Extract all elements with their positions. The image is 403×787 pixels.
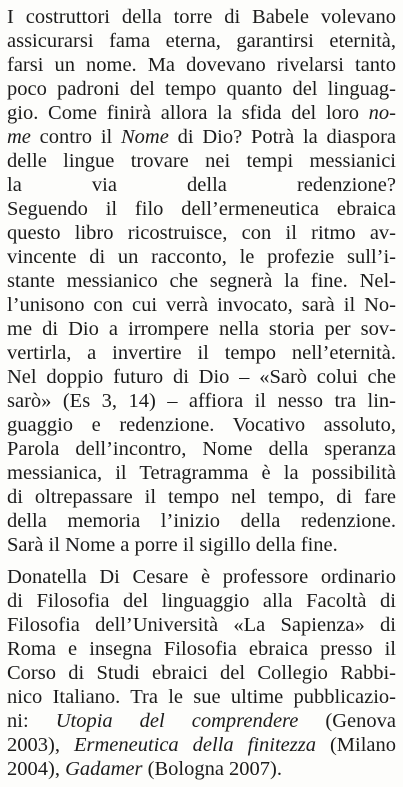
text-run: di oltrepassare il tempo nel tempo, di fare [7, 486, 396, 508]
text-run: delle lingue trovare nei tempi messianici [7, 150, 396, 172]
text-run: sarò» (Es 3, 14) – affiora il nesso tra lin- [7, 390, 396, 412]
text-line [7, 173, 396, 197]
text-run: questo libro ricostruisce, con il ritmo av- [7, 222, 396, 244]
text-line [7, 149, 396, 173]
text-run: stante messianico che segnerà la fine. Nel- [7, 270, 396, 292]
text-run: Seguendo il filo dell’ermeneutica ebraica [7, 198, 396, 220]
text-line [7, 661, 396, 685]
text-line [7, 613, 396, 637]
text-line [7, 101, 396, 125]
text-line [7, 245, 396, 269]
text-line [7, 565, 396, 589]
text-run: nico Italiano. Tra le sue ultime pubblicazio- [7, 686, 396, 708]
text-line [7, 77, 396, 101]
italic-text-run: no- [368, 102, 396, 124]
italic-text-run: Utopia del comprendere [55, 710, 299, 732]
text-run: Parola dell’incontro, Nome della speranza [7, 438, 396, 460]
text-line [7, 413, 396, 437]
text-line [7, 589, 396, 613]
text-run: assicurarsi fama eterna, garantirsi eternità, [7, 30, 396, 52]
text-run: ni: [7, 710, 56, 732]
text-line [7, 269, 396, 293]
text-run: farsi un nome. Ma dovevano rivelarsi tanto [7, 54, 396, 76]
text-line [7, 53, 396, 77]
text-run: Corso di Studi ebraici del Collegio Rabbi- [7, 662, 396, 684]
text-line [7, 125, 396, 149]
italic-text-run: Ermeneutica della finitezza [73, 734, 316, 756]
text-run: Roma e insegna Filosofia ebraica presso il [7, 638, 396, 660]
text-run: Filosofia dell’Università «La Sapienza» di [7, 614, 396, 636]
text-line [7, 437, 396, 461]
text-run: Sarà il Nome a porre il sigillo della fine. [7, 534, 338, 556]
text-run: vertirla, a invertire il tempo nell’eternità. [7, 342, 396, 364]
author-bio-text [7, 565, 396, 781]
text-run: (Bologna 2007). [142, 758, 283, 780]
text-line [7, 461, 396, 485]
text-line [7, 733, 396, 757]
text-line [7, 197, 396, 221]
text-line [7, 5, 396, 29]
text-run: 2004), [7, 758, 66, 780]
text-run: 2003), [7, 734, 74, 756]
text-run: di Dio? Potrà la diaspora [168, 126, 397, 148]
text-line [7, 485, 396, 509]
text-line [7, 29, 396, 53]
text-line [7, 389, 396, 413]
text-line [7, 637, 396, 661]
text-line [7, 709, 396, 733]
text-run: Nel doppio futuro di Dio – «Sarò colui che [7, 366, 396, 388]
text-run: l’unisono con cui verrà invocato, sarà il No- [7, 294, 396, 316]
text-run: messianica, il Tetragramma è la possibilità [7, 462, 396, 484]
text-run: I costruttori della torre di Babele volevano [7, 6, 396, 28]
text-line [7, 509, 396, 533]
text-line [7, 221, 396, 245]
text-run: vincente di un racconto, le profezie sull’i- [7, 246, 396, 268]
text-run: me di Dio a irrompere nella storia per sov- [7, 318, 396, 340]
text-line [7, 533, 396, 557]
text-run: la via della redenzione? [7, 174, 396, 196]
text-line [7, 757, 396, 781]
italic-text-run: me [7, 126, 31, 148]
text-line [7, 341, 396, 365]
text-line [7, 685, 396, 709]
text-run: gio. Come finirà allora la sfida del loro [7, 102, 369, 124]
text-run: contro il [30, 126, 121, 148]
text-run: Donatella Di Cesare è professore ordinario [7, 566, 396, 588]
text-line [7, 317, 396, 341]
text-run: di Filosofia del linguaggio alla Facoltà di [7, 590, 396, 612]
text-run: (Genova [298, 710, 396, 732]
text-run: poco padroni del tempo quanto del linguag- [7, 78, 396, 100]
italic-text-run: Nome [121, 126, 169, 148]
italic-text-run: Gadamer [65, 758, 143, 780]
text-run: guaggio e redenzione. Vocativo assoluto, [7, 414, 396, 436]
text-line [7, 293, 396, 317]
synopsis-text [7, 5, 396, 557]
text-line [7, 365, 396, 389]
text-run: (Milano [315, 734, 396, 756]
text-run: della memoria l’inizio della redenzione. [7, 510, 396, 532]
